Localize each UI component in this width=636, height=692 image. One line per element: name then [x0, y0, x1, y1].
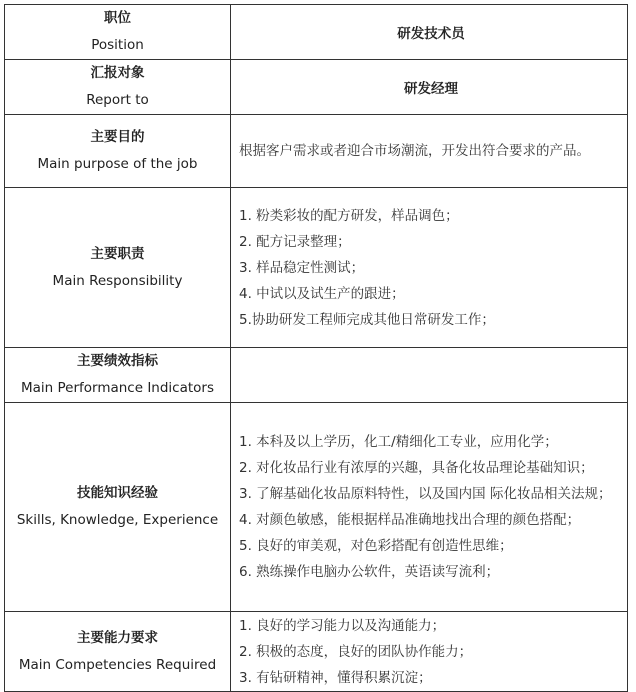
label-cell	[5, 612, 231, 692]
label-en: Report to	[86, 92, 149, 108]
value-cell	[231, 612, 628, 692]
label-zh: 主要绩效指标	[77, 353, 158, 369]
position-value: 研发技术员	[397, 26, 465, 42]
skills-list	[239, 429, 623, 585]
list-item: 3. 样品稳定性测试；	[239, 259, 365, 276]
label-zh: 主要能力要求	[77, 629, 158, 646]
label-cell	[5, 115, 231, 188]
label-zh: 职位	[104, 10, 131, 26]
list-item: 2. 对化妆品行业有浓厚的兴趣，具备化妆品理论基础知识；	[239, 460, 594, 476]
label-cell	[5, 403, 231, 612]
label-zh: 主要职责	[90, 245, 145, 262]
row-competencies	[5, 612, 628, 692]
report-to-value: 研发经理	[404, 81, 458, 97]
label-cell	[5, 348, 231, 403]
row-report-to	[5, 60, 628, 115]
label-en: Skills, Knowledge, Experience	[16, 512, 219, 528]
list-item: 2. 积极的态度，良好的团队协作能力；	[239, 643, 473, 660]
list-item: 5.协助研发工程师完成其他日常研发工作；	[239, 311, 495, 328]
main-purpose-value: 根据客户需求或者迎合市场潮流，开发出符合要求的产品。	[239, 142, 590, 159]
list-item: 3. 了解基础化妆品原料特性，以及国内国 际化妆品相关法规；	[239, 486, 612, 502]
responsibility-list	[239, 203, 623, 333]
value-cell	[231, 115, 628, 188]
label-cell	[5, 5, 231, 60]
list-item: 3. 有钻研精神，懂得积累沉淀；	[239, 669, 432, 686]
value-cell	[231, 60, 628, 115]
label-en: Main Competencies Required	[18, 656, 217, 673]
list-item: 2. 配方记录整理；	[239, 233, 351, 250]
row-position	[5, 5, 628, 60]
value-cell	[231, 348, 628, 403]
list-item: 1. 良好的学习能力以及沟通能力；	[239, 617, 446, 634]
value-cell	[231, 188, 628, 348]
label-zh: 技能知识经验	[77, 485, 158, 501]
label-en: Position	[91, 37, 144, 53]
list-item: 1. 本科及以上学历，化工/精细化工专业，应用化学；	[239, 434, 558, 450]
row-main-responsibility	[5, 188, 628, 348]
label-zh: 主要目的	[90, 129, 145, 145]
list-item: 4. 对颜色敏感，能根据样品准确地找出合理的颜色搭配；	[239, 512, 581, 528]
value-cell	[231, 5, 628, 60]
label-en: Main purpose of the job	[37, 156, 198, 172]
job-description-table	[4, 4, 628, 692]
label-cell	[5, 60, 231, 115]
row-skills-knowledge	[5, 403, 628, 612]
competencies-list	[239, 613, 623, 691]
row-performance-indicators	[5, 348, 628, 403]
value-cell	[231, 403, 628, 612]
list-item: 4. 中试以及试生产的跟进；	[239, 285, 405, 302]
label-zh: 汇报对象	[90, 65, 145, 81]
label-en: Main Responsibility	[52, 272, 183, 289]
list-item: 1. 粉类彩妆的配方研发，样品调色；	[239, 207, 459, 224]
list-item: 5. 良好的审美观，对色彩搭配有创造性思维；	[239, 538, 513, 554]
list-item: 6. 熟练操作电脑办公软件，英语读写流利；	[239, 564, 500, 580]
label-en: Main Performance Indicators	[20, 380, 215, 396]
row-main-purpose	[5, 115, 628, 188]
label-cell	[5, 188, 231, 348]
